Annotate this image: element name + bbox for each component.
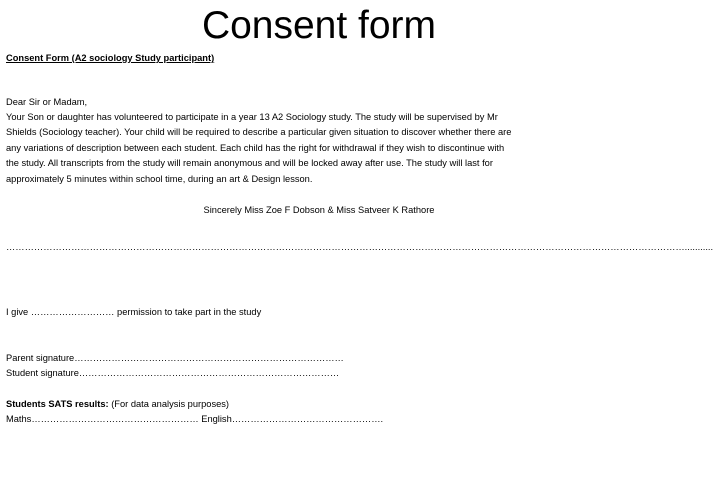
form-subtitle: Consent Form (A2 sociology Study participant) [6,53,215,63]
separator-dotted-line: …………………………………………………………………………………………………………………………………………………………………………………………………........... [6,242,713,252]
salutation: Dear Sir or Madam, [6,97,88,107]
consent-paragraph [6,110,634,187]
paragraph-line: approximately 5 minutes within school time, during an art & Design lesson. [6,173,313,184]
sats-results-line: Maths……………………………………………… English…………………………………………. [6,414,384,424]
page-title: Consent form [201,4,437,47]
sats-heading-note: (For data analysis purposes) [108,399,230,409]
paragraph-line: any variations of description between each student. Each child has the right for withdrawal if they wish to discontinue with [6,142,505,153]
paragraph-line: the study. All transcripts from the study will remain anonymous and will be locked away after use. The study will last for [6,158,493,169]
sats-heading [6,397,634,412]
permission-line: I give ……………………… permission to take part in the study [6,307,262,317]
sats-heading-bold: Students SATS results: [6,399,109,409]
paragraph-line: Shields (Sociology teacher). Your child will be required to describe a particular given situation to discover whether there are [6,127,512,138]
signoff: Sincerely Miss Zoe F Dobson & Miss Satveer K Rathore [203,205,435,215]
parent-signature-line: Parent signature…………………………………………………………………………… [6,353,344,363]
student-signature-line: Student signature………………………………………………………………………… [6,368,340,378]
paragraph-line: Your Son or daughter has volunteered to participate in a year 13 A2 Sociology study. The study will be supervised by Mr [6,112,498,122]
